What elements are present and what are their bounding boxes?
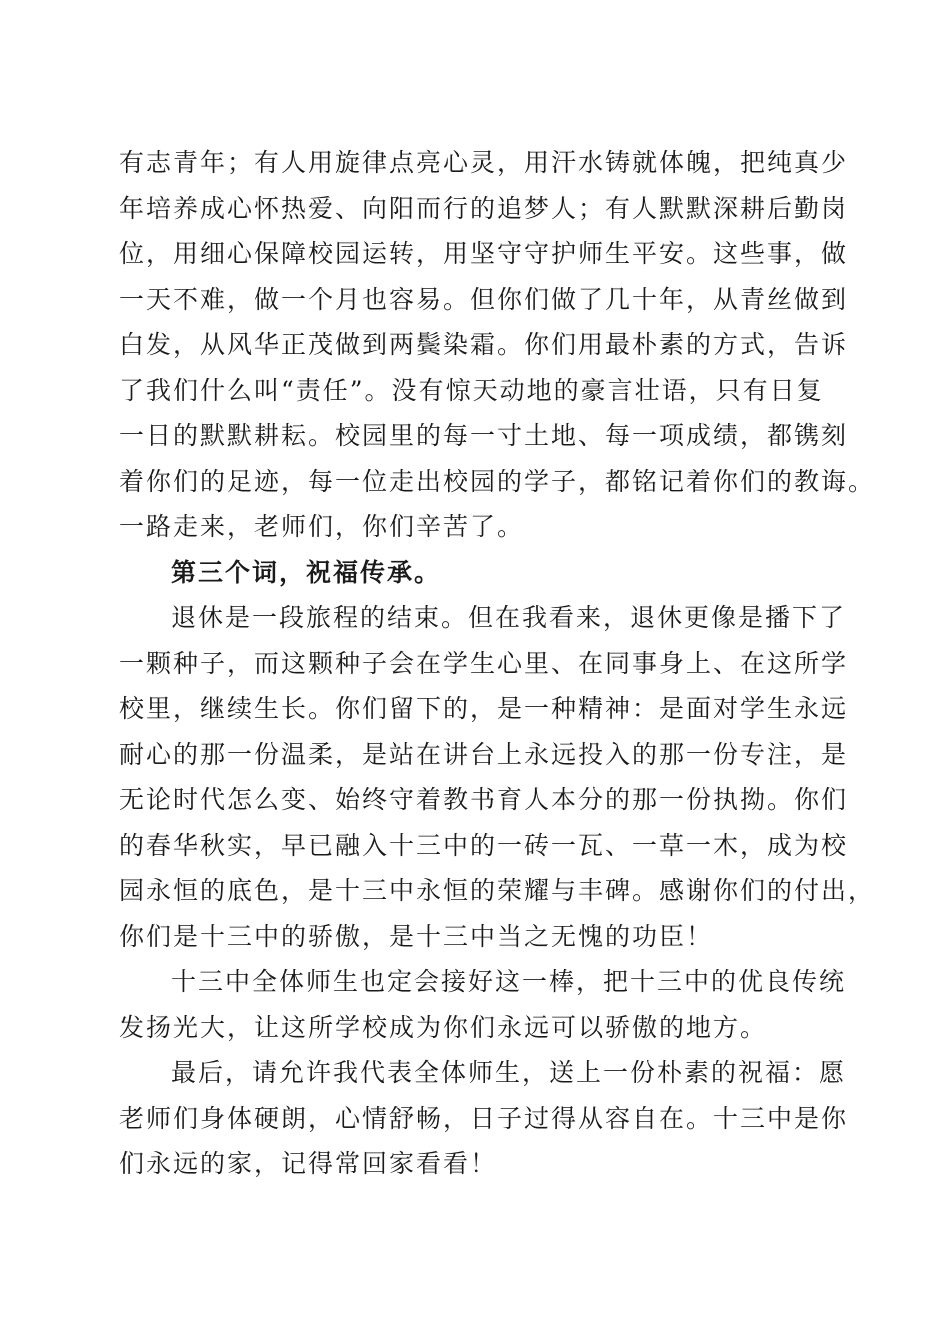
text-line: 位，用细心保障校园运转，用坚守守护师生平安。这些事，做 <box>119 239 849 268</box>
section-heading <box>119 550 839 596</box>
text-line: 老师们身体硬朗，心情舒畅，日子过得从容自在。十三中是你 <box>119 1103 849 1133</box>
text-line: 你们是十三中的骄傲，是十三中当之无愧的功臣！ <box>119 921 714 951</box>
text-line: 发扬光大，让这所学校成为你们永远可以骄傲的地方。 <box>119 1012 768 1042</box>
text-line: 无论时代怎么变、始终守着教书育人本分的那一份执拗。你们 <box>119 785 849 814</box>
text-line: 有志青年；有人用旋律点亮心灵，用汗水铸就体魄，把纯真少 <box>119 148 849 177</box>
paragraph <box>119 140 876 550</box>
text-line: 了我们什么叫“责任”。没有惊天动地的豪言壮语，只有日复 <box>119 375 824 405</box>
document-body <box>119 140 876 1187</box>
text-line: 一天不难，做一个月也容易。但你们做了几十年，从青丝做到 <box>119 284 849 314</box>
text-line: 年培养成心怀热爱、向阳而行的追梦人；有人默默深耕后勤岗 <box>119 193 849 223</box>
paragraph <box>119 595 876 959</box>
text-line: 一路走来，老师们，你们辛苦了。 <box>119 512 525 541</box>
text-line: 们永远的家，记得常回家看看！ <box>119 1149 498 1178</box>
text-line: 着你们的足迹，每一位走出校园的学子，都铭记着你们的教诲。 <box>119 466 876 496</box>
text-line: 十三中全体师生也定会接好这一棒，把十三中的优良传统 <box>171 967 847 996</box>
text-line: 一日的默默耕耘。校园里的每一寸土地、每一项成绩，都镌刻 <box>119 421 849 450</box>
text-line: 最后，请允许我代表全体师生，送上一份朴素的祝福：愿 <box>171 1058 847 1087</box>
heading-line: 第三个词，祝福传承。 <box>171 557 442 587</box>
text-line: 白发，从风华正茂做到两鬓染霜。你们用最朴素的方式，告诉 <box>119 330 849 359</box>
text-line: 耐心的那一份温柔，是站在讲台上永远投入的那一份专注，是 <box>119 739 849 769</box>
paragraph <box>119 959 847 1050</box>
text-line: 校里，继续生长。你们留下的，是一种精神：是面对学生永远 <box>119 694 849 723</box>
paragraph <box>119 1050 849 1187</box>
text-line: 退休是一段旅程的结束。但在我看来，退休更像是播下了 <box>171 603 847 632</box>
text-line: 一颗种子，而这颗种子会在学生心里、在同事身上、在这所学 <box>119 648 849 678</box>
text-line: 的春华秋实，早已融入十三中的一砖一瓦、一草一木，成为校 <box>119 830 849 860</box>
text-line: 园永恒的底色，是十三中永恒的荣耀与丰碑。感谢你们的付出， <box>119 876 876 905</box>
